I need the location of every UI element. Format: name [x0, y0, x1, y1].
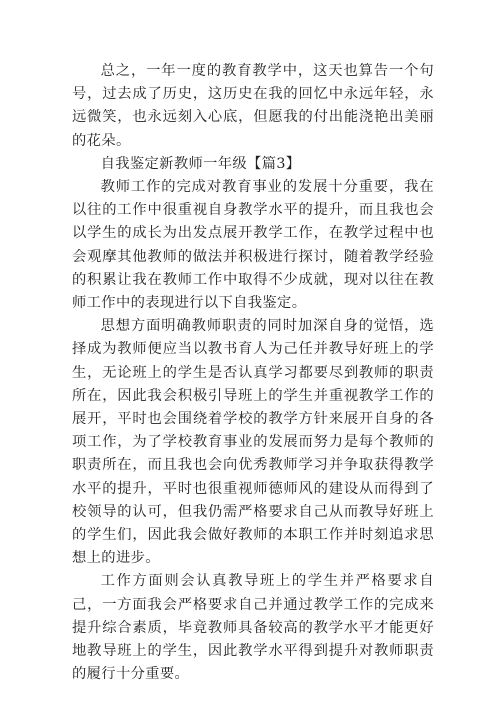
section-heading: 自我鉴定新教师一年级【篇3】 — [100, 155, 301, 172]
paragraph-work: 工作方面则会认真教导班上的学生并严格要求自己，一方面我会严格要求自己并通过教学工作的完成来提升综合素质，毕竟教师具备较高的教学水平才能更好地教导班上的学生，因此教学水平得到提升对教师职责的履行十分重要。 — [72, 573, 434, 683]
document-body — [72, 60, 434, 686]
paragraph-conclusion: 总之，一年一度的教育教学中，这天也算告一个句号，过去成了历史，这历史在我的回忆中永远年轻，永远微笑，也永远刻入心底，但愿我的付出能浇艳出美丽的花朵。 — [72, 63, 434, 149]
paragraph-ideology: 思想方面明确教师职责的同时加深自身的觉悟，选择成为教师便应当以教书育人为己任并教导好班上的学生，无论班上的学生是否认真学习都要尽到教师的职责所在，因此我会积极引导班上的学生并重视教学工作的展开，平时也会围绕着学校的教学方针来展开自身的各项工作，为了学校教育事业的发展而努力是每个教师的职责所在，而且我也会向优秀教师学习并争取获得教学水平的提升，平时也很重视师德师风的建设从而得到了校领导的认可，但我仍需严格要求自己从而教导好班上的学生们，因此我会做好教师的本职工作并时刻追求思想上的进步。 — [72, 318, 434, 567]
paragraph-intro: 教师工作的完成对教育事业的发展十分重要，我在以往的工作中很重视自身教学水平的提升，而且我也会以学生的成长为出发点展开教学工作，在教学过程中也会观摩其他教师的做法并积极进行探讨，随着教学经验的积累让我在教师工作中取得不少成就，现对以往在教师工作中的表现进行以下自我鉴定。 — [72, 179, 434, 312]
